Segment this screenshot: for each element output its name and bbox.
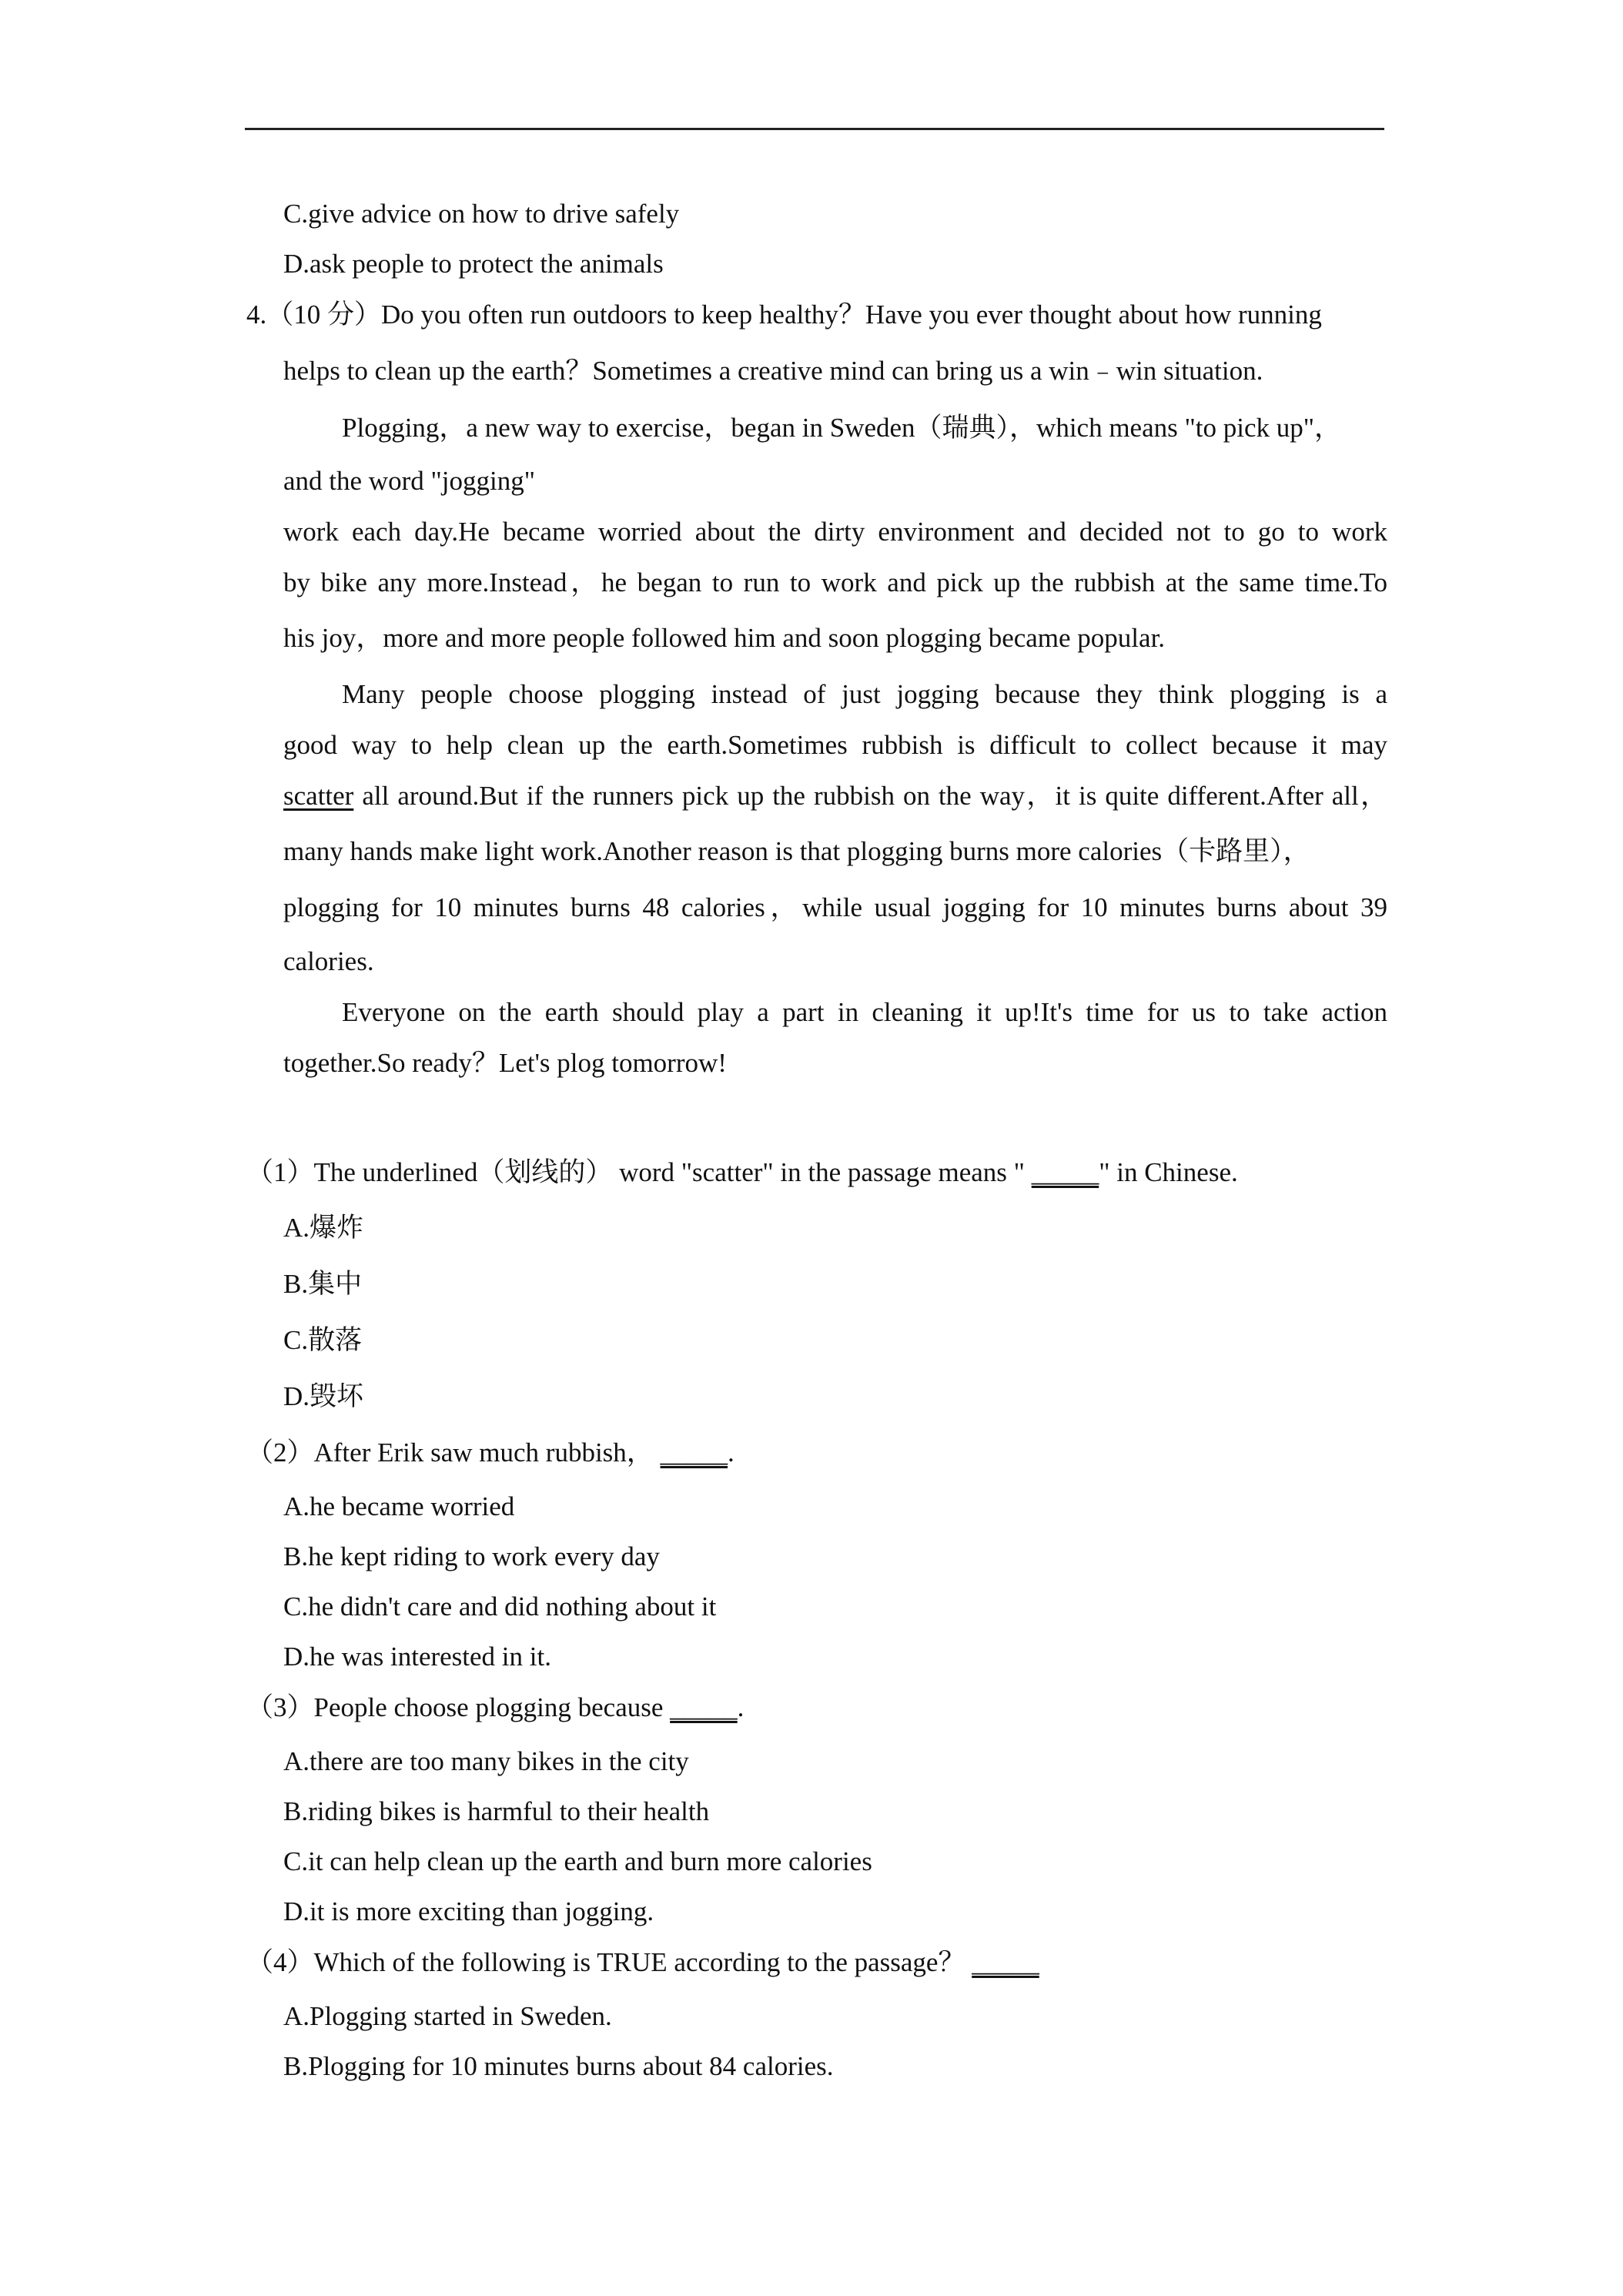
subquestion-1-option-b: B.集中 [283,1269,363,1299]
stem-text: （2）After Erik saw much rubbish， [246,1438,661,1468]
subquestion-2-stem [246,1436,735,1470]
header-rule [245,128,1384,130]
p1-line-3: work each day.He became worried about the dirty environment and decided not to go to work [283,517,1387,547]
subquestion-2-option-a: A.he became worried [283,1491,515,1521]
p2-line-1: Many people choose plogging instead of just jogging because they think plogging is a [342,679,1387,709]
subquestion-2-option-d: D.he was interested in it. [283,1642,551,1672]
subquestion-3-stem [246,1691,744,1725]
question-4-header [246,298,1322,332]
question-number: 4. [246,300,267,330]
p2-line-6: calories. [283,946,374,976]
subquestion-2-option-c: C.he didn't care and did nothing about it [283,1591,717,1622]
option-d-prev: D.ask people to protect the animals [283,249,664,279]
p3-line-1: Everyone on the earth should play a part in cleaning it up!It's time for us to take action [342,997,1387,1027]
p1-line-1: Plogging，a new way to exercise，began in Sweden（瑞典），which means "to pick up"， [342,413,1342,443]
answer-blank: _____ [660,1438,728,1468]
stem-text-end: " in Chinese. [1099,1157,1238,1187]
subquestion-1-option-d: D.毁坏 [283,1381,364,1411]
stem-text: （4）Which of the following is TRUE according to the passage？ [246,1947,972,1977]
subquestion-4-stem [246,1946,1039,1980]
p1-line-5: his joy，more and more people followed him and soon plogging became popular. [283,623,1166,653]
answer-blank: _____ [972,1947,1039,1977]
answer-blank: _____ [670,1692,738,1722]
stem-text: （3）People choose plogging because [246,1692,671,1722]
subquestion-2-option-b: B.he kept riding to work every day [283,1541,660,1571]
underlined-word: scatter [283,781,354,811]
p2-line-3-rest: all around.But if the runners pick up the rubbish on the way，it is quite different.After all， [353,781,1387,811]
subquestion-1-option-c: C.散落 [283,1325,363,1355]
subquestion-1-stem [246,1156,1238,1190]
stem-text-end: . [728,1438,735,1468]
p3-line-2: together.So ready？Let's plog tomorrow! [283,1048,727,1078]
subquestion-3-option-a: A.there are too many bikes in the city [283,1746,689,1776]
subquestion-4-option-b: B.Plogging for 10 minutes burns about 84 calories. [283,2051,834,2081]
subquestion-3-option-c: C.it can help clean up the earth and burn more calories [283,1846,872,1876]
p2-line-2: good way to help clean up the earth.Sometimes rubbish is difficult to collect because it may [283,730,1387,760]
subquestion-4-option-a: A.Plogging started in Sweden. [283,2001,612,2031]
p1-line-2: and the word "jogging" [283,466,535,496]
p2-line-3 [283,779,1387,813]
subquestion-3-option-b: B.riding bikes is harmful to their health [283,1796,710,1826]
p2-line-4: many hands make light work.Another reason is that plogging burns more calories（卡路里）， [283,836,1310,866]
passage-intro-line-2: helps to clean up the earth？Sometimes a creative mind can bring us a win﹣win situation. [283,356,1263,386]
stem-text: （1）The underlined（划线的） word "scatter" in the passage means " [246,1157,1032,1187]
subquestion-3-option-d: D.it is more exciting than jogging. [283,1896,654,1926]
stem-text-end: . [737,1692,745,1722]
p2-line-5: plogging for 10 minutes burns 48 calories，while usual jogging for 10 minutes burns about 39 [283,892,1387,922]
option-c-prev: C.give advice on how to drive safely [283,199,680,229]
answer-blank: _____ [1031,1157,1099,1187]
question-score: （10 分） [266,300,382,330]
p1-line-4: by bike any more.Instead，he began to run to work and pick up the rubbish at the same time.To [283,567,1387,597]
subquestion-1-option-a: A.爆炸 [283,1213,364,1243]
question-intro: Do you often run outdoors to keep healthy？Have you ever thought about how running [381,300,1322,330]
